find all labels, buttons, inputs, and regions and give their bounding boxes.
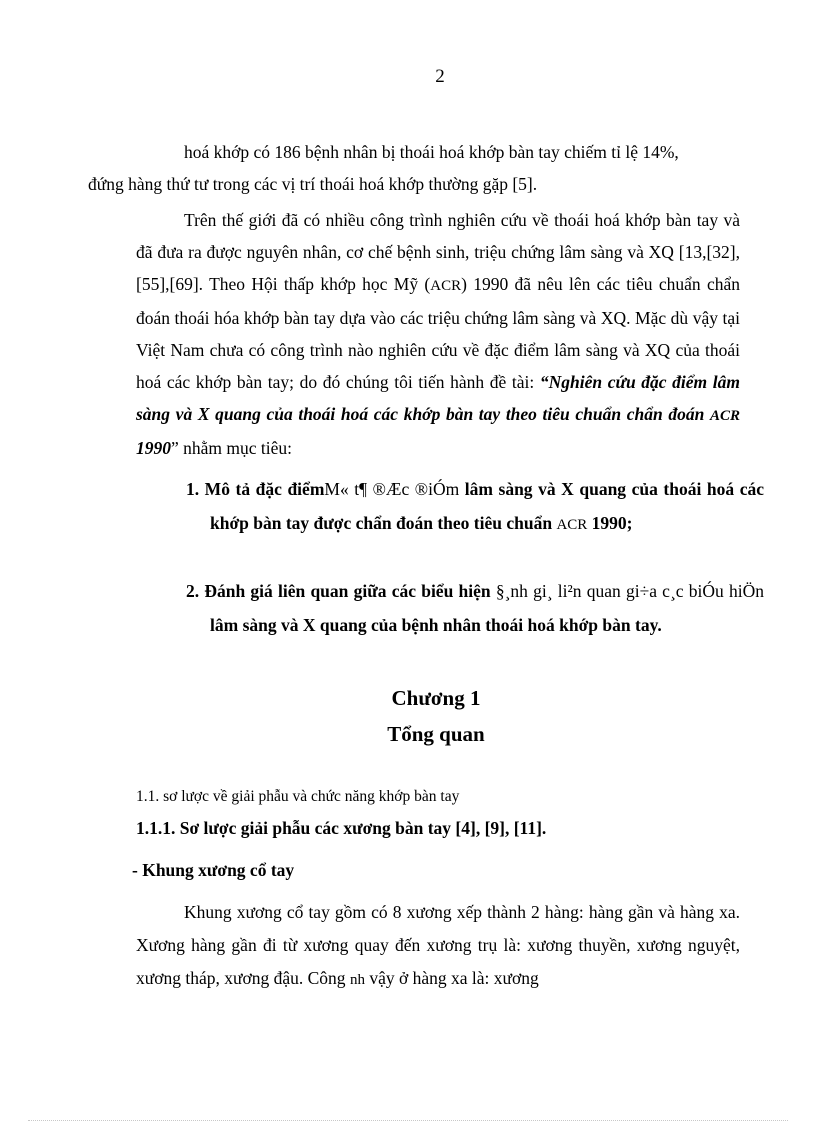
text-run: 2. Đánh giá liên quan giữa các biểu hiện bbox=[186, 581, 496, 601]
paragraph-carpal-bones bbox=[136, 896, 740, 997]
paragraph-research-background bbox=[136, 204, 740, 464]
thesis-title-part: “Nghiên cứu đặc điểm lâm sàng và X quang của thoái hoá các khớp bàn tay theo tiêu chuẩn chẩn đoán bbox=[136, 372, 740, 424]
acr-abbreviation: ACR bbox=[430, 278, 462, 294]
objective-2 bbox=[186, 574, 764, 642]
objective-1 bbox=[186, 472, 764, 542]
text-run: ) 1990 đã nêu lên các tiêu chuẩn chẩn đoán thoái hóa khớp bàn tay dựa vào các triệu chứng lâm sàng và XQ. Mặc dù vậy tại Việt Nam chưa có công trình nào nghiên cứu về đặc điểm lâm sàng và XQ của thoái hoá các khớp bàn tay; do đó chúng tôi tiến hành đề tài: bbox=[136, 274, 740, 392]
text-run: ” nhằm mục tiêu: bbox=[171, 438, 293, 458]
garbled-text: §¸nh gi¸ li²n quan gi÷a c¸c biÓu hiÖn bbox=[495, 581, 764, 601]
text-run: 1990; bbox=[587, 513, 633, 533]
section-heading-1-1: 1.1. sơ lược về giải phẫu và chức năng khớp bàn tay bbox=[136, 788, 460, 805]
text-run: Trên thế giới đã có nhiều công trình nghiên cứu về thoái hoá khớp bàn tay và đã đưa ra được nguyên nhân, cơ chế bệnh sinh, triệu chứng lâm sàng và XQ [13,[32],[55],[69]. Theo Hội thấp khớp học Mỹ ( bbox=[136, 210, 740, 294]
text-run: lâm sàng và X quang của thoái hoá các khớp bàn tay được chẩn đoán theo tiêu chuẩn bbox=[210, 479, 764, 533]
text-run: lâm sàng và X quang của bệnh nhân thoái hoá khớp bàn tay. bbox=[210, 615, 662, 635]
page-bottom-divider bbox=[28, 1120, 788, 1121]
garbled-text: nh bbox=[349, 972, 365, 988]
section-heading-1-1-1: 1.1.1. Sơ lược giải phẫu các xương bàn tay [4], [9], [11]. bbox=[136, 818, 547, 838]
paragraph-continuation bbox=[88, 136, 740, 200]
paragraph-line: đứng hàng thứ tư trong các vị trí thoái hoá khớp thường gặp [5]. bbox=[88, 174, 538, 194]
page-number: 2 bbox=[435, 66, 445, 87]
garbled-text: M« t¶ ®Æc ®iÓm bbox=[324, 479, 460, 499]
paragraph-line: hoá khớp có 186 bệnh nhân bị thoái hoá khớp bàn tay chiếm tỉ lệ 14%, bbox=[184, 142, 679, 162]
text-run: Khung xương cổ tay gồm có 8 xương xếp thành 2 hàng: hàng gần và hàng xa. Xương hàng gần đi từ xương quay đến xương trụ là: xương thuyền, xương nguyệt, xương tháp, xương đậu. Công bbox=[136, 902, 740, 988]
chapter-number: Chương 1 bbox=[391, 686, 481, 710]
chapter-title: Tổng quan bbox=[387, 722, 485, 746]
text-run: vậy ở hàng xa là: xương bbox=[364, 968, 539, 988]
acr-abbreviation: ACR bbox=[709, 408, 740, 424]
text-run: 1. Mô tả đặc điểm bbox=[186, 479, 325, 499]
subheading-carpal-bones: - Khung xương cổ tay bbox=[132, 860, 295, 880]
thesis-title-part: 1990 bbox=[136, 438, 171, 458]
acr-abbreviation: ACR bbox=[556, 517, 588, 533]
